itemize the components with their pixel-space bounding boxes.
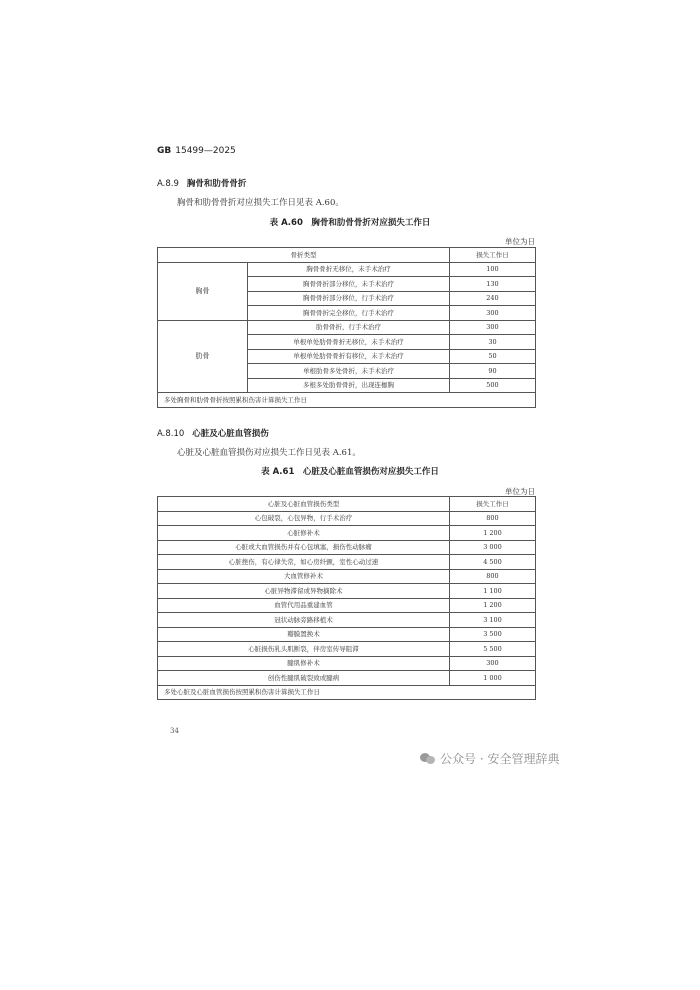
table-footnote-row	[158, 393, 536, 408]
type-cell: 肋骨骨折，行手术治疗	[248, 320, 450, 335]
type-cell: 血管代用品重建血管	[158, 598, 450, 613]
table-row	[158, 569, 536, 584]
type-cell: 心脏挫伤，有心律失常，如心房纤颤，室性心动过速	[158, 555, 450, 570]
type-cell: 胸骨骨折部分移位，未手术治疗	[248, 277, 450, 292]
days-cell: 4 500	[450, 555, 536, 570]
header-cell-days: 损失工作日	[450, 497, 536, 512]
table-row	[158, 320, 536, 335]
section-title: 胸骨和肋骨骨折	[186, 179, 247, 189]
days-cell: 50	[450, 349, 536, 364]
table-row	[158, 656, 536, 671]
type-cell: 心脏异物滞留或异物摘除术	[158, 584, 450, 599]
table-a60	[157, 247, 536, 408]
watermark	[420, 750, 559, 767]
days-cell: 800	[450, 569, 536, 584]
type-cell: 单根肋骨多处骨折，未手术治疗	[248, 364, 450, 379]
header-cell-type: 心脏及心脏血管损伤类型	[158, 497, 450, 512]
table-row	[158, 627, 536, 642]
table-row	[158, 540, 536, 555]
type-cell: 瓣膜置换术	[158, 627, 450, 642]
table-row	[158, 598, 536, 613]
table-unit: 单位为日	[505, 487, 535, 496]
type-cell: 心脏损伤乳头肌断裂，伴房室传导阻滞	[158, 642, 450, 657]
days-cell: 1 100	[450, 584, 536, 599]
days-cell: 90	[450, 364, 536, 379]
wechat-icon	[420, 752, 436, 766]
table-unit: 单位为日	[505, 237, 535, 246]
section-number: A.8.9	[157, 179, 179, 189]
table-header-row	[158, 497, 536, 512]
days-cell: 5 500	[450, 642, 536, 657]
category-cell: 肋骨	[158, 320, 248, 393]
section-paragraph: 胸骨和肋骨骨折对应损失工作日见表 A.60。	[177, 198, 344, 208]
section-heading-a89	[157, 177, 246, 189]
type-cell: 单根单处肋骨骨折无移位，未手术治疗	[248, 335, 450, 350]
table-footnote: 多处胸骨和肋骨骨折按照累积伤害计算损失工作日	[158, 393, 536, 408]
table-footnote: 多处心脏及心脏血管损伤按照累积伤害计算损失工作日	[158, 685, 536, 700]
table-row	[158, 584, 536, 599]
type-cell: 胸骨骨折部分移位，行手术治疗	[248, 291, 450, 306]
table-footnote-row	[158, 685, 536, 700]
table-row	[158, 671, 536, 686]
category-cell: 胸骨	[158, 262, 248, 320]
days-cell: 500	[450, 378, 536, 393]
days-cell: 1 000	[450, 671, 536, 686]
table-caption-a60: 表 A.60 胸骨和肋骨骨折对应损失工作日	[269, 218, 431, 228]
page-number: 34	[170, 727, 179, 735]
type-cell: 心脏修补术	[158, 526, 450, 541]
type-cell: 创伤性腱肌破裂致或腱病	[158, 671, 450, 686]
days-cell: 300	[450, 320, 536, 335]
type-cell: 心包破裂，心包异物，行手术治疗	[158, 511, 450, 526]
type-cell: 腱肌修补术	[158, 656, 450, 671]
table-row	[158, 511, 536, 526]
days-cell: 100	[450, 262, 536, 277]
type-cell: 多根多处肋骨骨折，出现连枷胸	[248, 378, 450, 393]
table-row	[158, 262, 536, 277]
table-caption-a61: 表 A.61 心脏及心脏血管损伤对应损失工作日	[261, 467, 439, 477]
header-cell-days: 损失工作日	[450, 248, 536, 263]
table-a61	[157, 496, 536, 700]
watermark-text: 公众号 · 安全管理辞典	[440, 752, 560, 766]
type-cell: 心脏或大血管损伤并有心包填塞，损伤性动脉瘤	[158, 540, 450, 555]
section-paragraph: 心脏及心脏血管损伤对应损失工作日见表 A.61。	[177, 448, 361, 458]
section-heading-a810	[157, 427, 269, 439]
standard-number: 15499—2025	[175, 146, 236, 156]
table-row	[158, 526, 536, 541]
days-cell: 300	[450, 306, 536, 321]
days-cell: 3 000	[450, 540, 536, 555]
days-cell: 1 200	[450, 598, 536, 613]
header-cell-type: 骨折类型	[158, 248, 450, 263]
days-cell: 130	[450, 277, 536, 292]
days-cell: 30	[450, 335, 536, 350]
table-row	[158, 555, 536, 570]
section-number: A.8.10	[157, 429, 185, 439]
type-cell: 冠状动脉旁路移植术	[158, 613, 450, 628]
type-cell: 单根单处肋骨骨折有移位，未手术治疗	[248, 349, 450, 364]
type-cell: 大血管修补术	[158, 569, 450, 584]
days-cell: 240	[450, 291, 536, 306]
days-cell: 3 500	[450, 627, 536, 642]
type-cell: 胸骨骨折完全移位，行手术治疗	[248, 306, 450, 321]
table-row	[158, 613, 536, 628]
days-cell: 800	[450, 511, 536, 526]
section-title: 心脏及心脏血管损伤	[192, 429, 269, 439]
standard-prefix: GB	[157, 146, 172, 156]
table-header-row	[158, 248, 536, 263]
table-row	[158, 642, 536, 657]
days-cell: 1 200	[450, 526, 536, 541]
standard-code	[157, 146, 236, 156]
days-cell: 3 100	[450, 613, 536, 628]
days-cell: 300	[450, 656, 536, 671]
type-cell: 胸骨骨折无移位，未手术治疗	[248, 262, 450, 277]
